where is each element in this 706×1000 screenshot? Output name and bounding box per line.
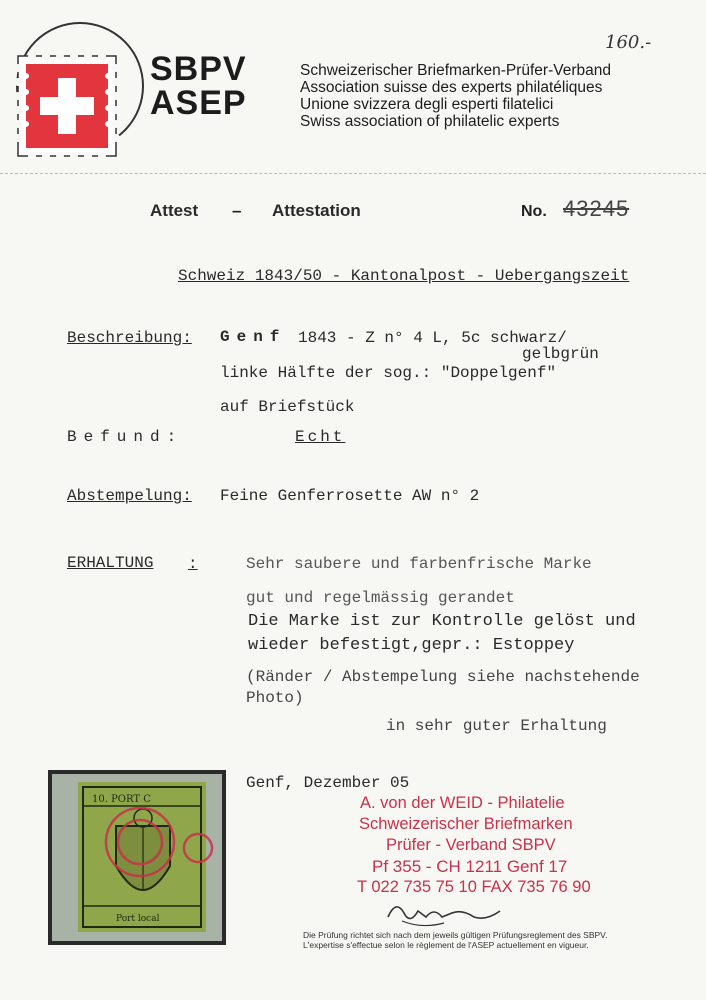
erhaltung-line-2: gut und regelmässig gerandet	[246, 589, 515, 607]
befund-value: Echt	[295, 428, 346, 446]
erhaltung-line-3: Die Marke ist zur Kontrolle gelöst und	[248, 612, 636, 631]
erhaltung-line-7: in sehr guter Erhaltung	[386, 717, 607, 735]
brand-name	[150, 52, 247, 120]
beschreibung-line-3: linke Hälfte der sog.: "Doppelgenf"	[220, 364, 557, 382]
beschreibung-line-2: gelbgrün	[522, 345, 599, 363]
expert-stamp-line-1: A. von der WEID - Philatelie	[360, 794, 565, 812]
beschreibung-canton: Genf	[220, 328, 287, 346]
expert-stamp-line-4: Pf 355 - CH 1211 Genf 17	[372, 857, 568, 876]
subject-heading: Schweiz 1843/50 - Kantonalpost - Uebergangszeit	[178, 267, 630, 285]
handwritten-price-note: 160.-	[605, 32, 652, 53]
erhaltung-line-6: Photo)	[246, 689, 304, 707]
abstempelung-label: Abstempelung:	[67, 487, 192, 505]
fine-print	[303, 930, 607, 950]
association-name-de: Schweizerischer Briefmarken-Prüfer-Verband	[300, 62, 611, 79]
fine-print-de: Die Prüfung richtet sich nach dem jeweils gültigen Prüfungsreglement des SBPV.	[303, 930, 608, 940]
sbpv-logo	[8, 18, 148, 168]
association-name-en: Swiss association of philatelic experts	[300, 113, 560, 130]
stamp-top-text: 10. PORT C	[92, 794, 151, 805]
beschreibung-line-4: auf Briefstück	[220, 398, 355, 416]
stamp-photo	[48, 770, 226, 945]
erhaltung-line-5: (Ränder / Abstempelung siehe nachstehende	[246, 668, 640, 686]
certificate-number-label: No.	[521, 203, 547, 220]
expert-stamp-line-2: Schweizerischer Briefmarken	[359, 815, 573, 833]
abstempelung-value: Feine Genferrosette AW n° 2	[220, 487, 480, 505]
expert-stamp-line-3: Prüfer - Verband SBPV	[386, 836, 556, 854]
association-names	[300, 62, 611, 130]
expert-address-stamp	[357, 793, 591, 898]
brand-asep: ASEP	[150, 84, 247, 122]
expert-stamp-line-5: T 022 735 75 10 FAX 735 76 90	[357, 878, 591, 896]
befund-label: Befund:	[67, 428, 184, 446]
erhaltung-colon: :	[188, 555, 198, 573]
erhaltung-line-4: wieder befestigt,gepr.: Estoppey	[248, 636, 575, 655]
title-attestation: Attestation	[272, 201, 361, 220]
title-dash: –	[232, 201, 242, 220]
association-name-fr: Association suisse des experts philatéliques	[300, 79, 603, 96]
association-name-it: Unione svizzera degli esperti filatelici	[300, 96, 554, 113]
erhaltung-line-1: Sehr saubere und farbenfrische Marke	[246, 555, 592, 573]
beschreibung-label: Beschreibung:	[67, 329, 192, 347]
header-divider	[0, 173, 706, 174]
title-attest: Attest	[150, 201, 199, 220]
beschreibung-line-1: 1843 - Z n° 4 L, 5c schwarz/	[298, 329, 567, 347]
erhaltung-label: ERHALTUNG	[67, 554, 154, 572]
certificate-number: 43245	[563, 196, 630, 221]
fine-print-fr: L'expertise s'effectue selon le règlement de l'ASEP actuellement en vigueur.	[303, 940, 589, 950]
place-date: Genf, Dezember 05	[246, 774, 410, 792]
stamp-bottom-text: Port local	[116, 914, 160, 924]
brand-sbpv: SBPV	[150, 50, 247, 88]
